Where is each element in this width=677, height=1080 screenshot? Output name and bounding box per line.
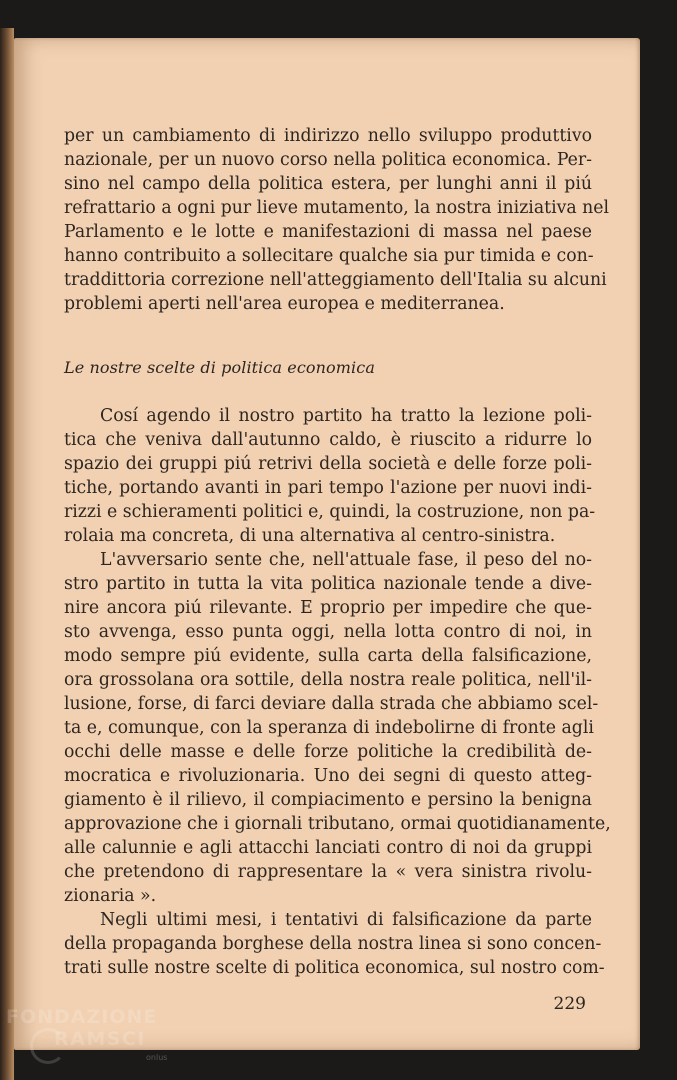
text-line: nazionale, per un nuovo corso nella politica economica. Per- — [64, 150, 592, 170]
page-number: 229 — [553, 994, 586, 1014]
text-line: modo sempre piú evidente, sulla carta della falsificazione, — [64, 646, 592, 666]
text-line: zionaria ». — [64, 886, 157, 906]
text-line: traddittoria correzione nell'atteggiamento dell'Italia su alcuni — [64, 270, 607, 290]
text-line: tica che veniva dall'autunno caldo, è riuscito a ridurre lo — [64, 430, 592, 450]
facing-page-edge — [0, 28, 14, 1080]
text-line: della propaganda borghese della nostra linea si sono concen- — [64, 934, 602, 954]
watermark-suffix: onlus — [146, 1053, 168, 1062]
text-line: L'avversario sente che, nell'attuale fase, il peso del no- — [100, 550, 592, 570]
text-line: approvazione che i giornali tributano, ormai quotidianamente, — [64, 814, 611, 834]
text-line: ta e, comunque, con la speranza di indebolirne di fronte agli — [64, 718, 594, 738]
text-line: refrattario a ogni pur lieve mutamento, la nostra iniziativa nel — [64, 198, 610, 218]
text-line: hanno contribuito a sollecitare qualche sia pur timida e con- — [64, 246, 594, 266]
text-line: per un cambiamento di indirizzo nello sviluppo produttivo — [64, 126, 592, 146]
text-line: sto avvenga, esso punta oggi, nella lotta contro di noi, in — [64, 622, 592, 642]
text-line: alle calunnie e agli attacchi lanciati contro di noi da gruppi — [64, 838, 592, 858]
text-line: rizzi e schieramenti politici e, quindi, la costruzione, non pa- — [64, 502, 596, 522]
paragraph-1 — [64, 124, 610, 316]
section-heading: Le nostre scelte di politica economica — [64, 358, 375, 377]
book-page — [14, 38, 640, 1050]
text-line: lusione, forse, di farci deviare dalla strada che abbiamo scel- — [64, 694, 599, 714]
text-line: nire ancora piú rilevante. E proprio per impedire che que- — [64, 598, 592, 618]
text-line: Negli ultimi mesi, i tentativi di falsificazione da parte — [100, 910, 592, 930]
watermark-line-2: RAMSCI — [54, 1028, 146, 1050]
fondazione-gramsci-watermark — [6, 1006, 206, 1076]
text-line: stro partito in tutta la vita politica nazionale tende a dive- — [64, 574, 592, 594]
text-line: tiche, portando avanti in pari tempo l'azione per nuovi indi- — [64, 478, 592, 498]
text-line: mocratica e rivoluzionaria. Uno dei segni di questo atteg- — [64, 766, 592, 786]
text-line: Parlamento e le lotte e manifestazioni di massa nel paese — [64, 222, 592, 242]
text-line: spazio dei gruppi piú retrivi della società e delle forze poli- — [64, 454, 592, 474]
text-line: sino nel campo della politica estera, per lunghi anni il piú — [64, 174, 592, 194]
text-line: ora grossolana ora sottile, della nostra reale politica, nell'il- — [64, 670, 592, 690]
text-line: trati sulle nostre scelte di politica economica, sul nostro com- — [64, 958, 605, 978]
paragraph-3 — [64, 548, 611, 908]
text-line: rolaia ma concreta, di una alternativa al centro-sinistra. — [64, 526, 556, 546]
text-line: problemi aperti nell'area europea e mediterranea. — [64, 294, 505, 314]
text-line: occhi delle masse e delle forze politiche la credibilità de- — [64, 742, 592, 762]
text-line: che pretendono di rappresentare la « vera sinistra rivolu- — [64, 862, 592, 882]
watermark-line-1: FONDAZIONE — [6, 1006, 158, 1028]
paragraph-4 — [64, 908, 605, 980]
paragraph-2 — [64, 404, 596, 548]
text-line: giamento è il rilievo, il compiacimento e persino la benigna — [64, 790, 592, 810]
text-line: Cosí agendo il nostro partito ha tratto la lezione poli- — [100, 406, 592, 426]
